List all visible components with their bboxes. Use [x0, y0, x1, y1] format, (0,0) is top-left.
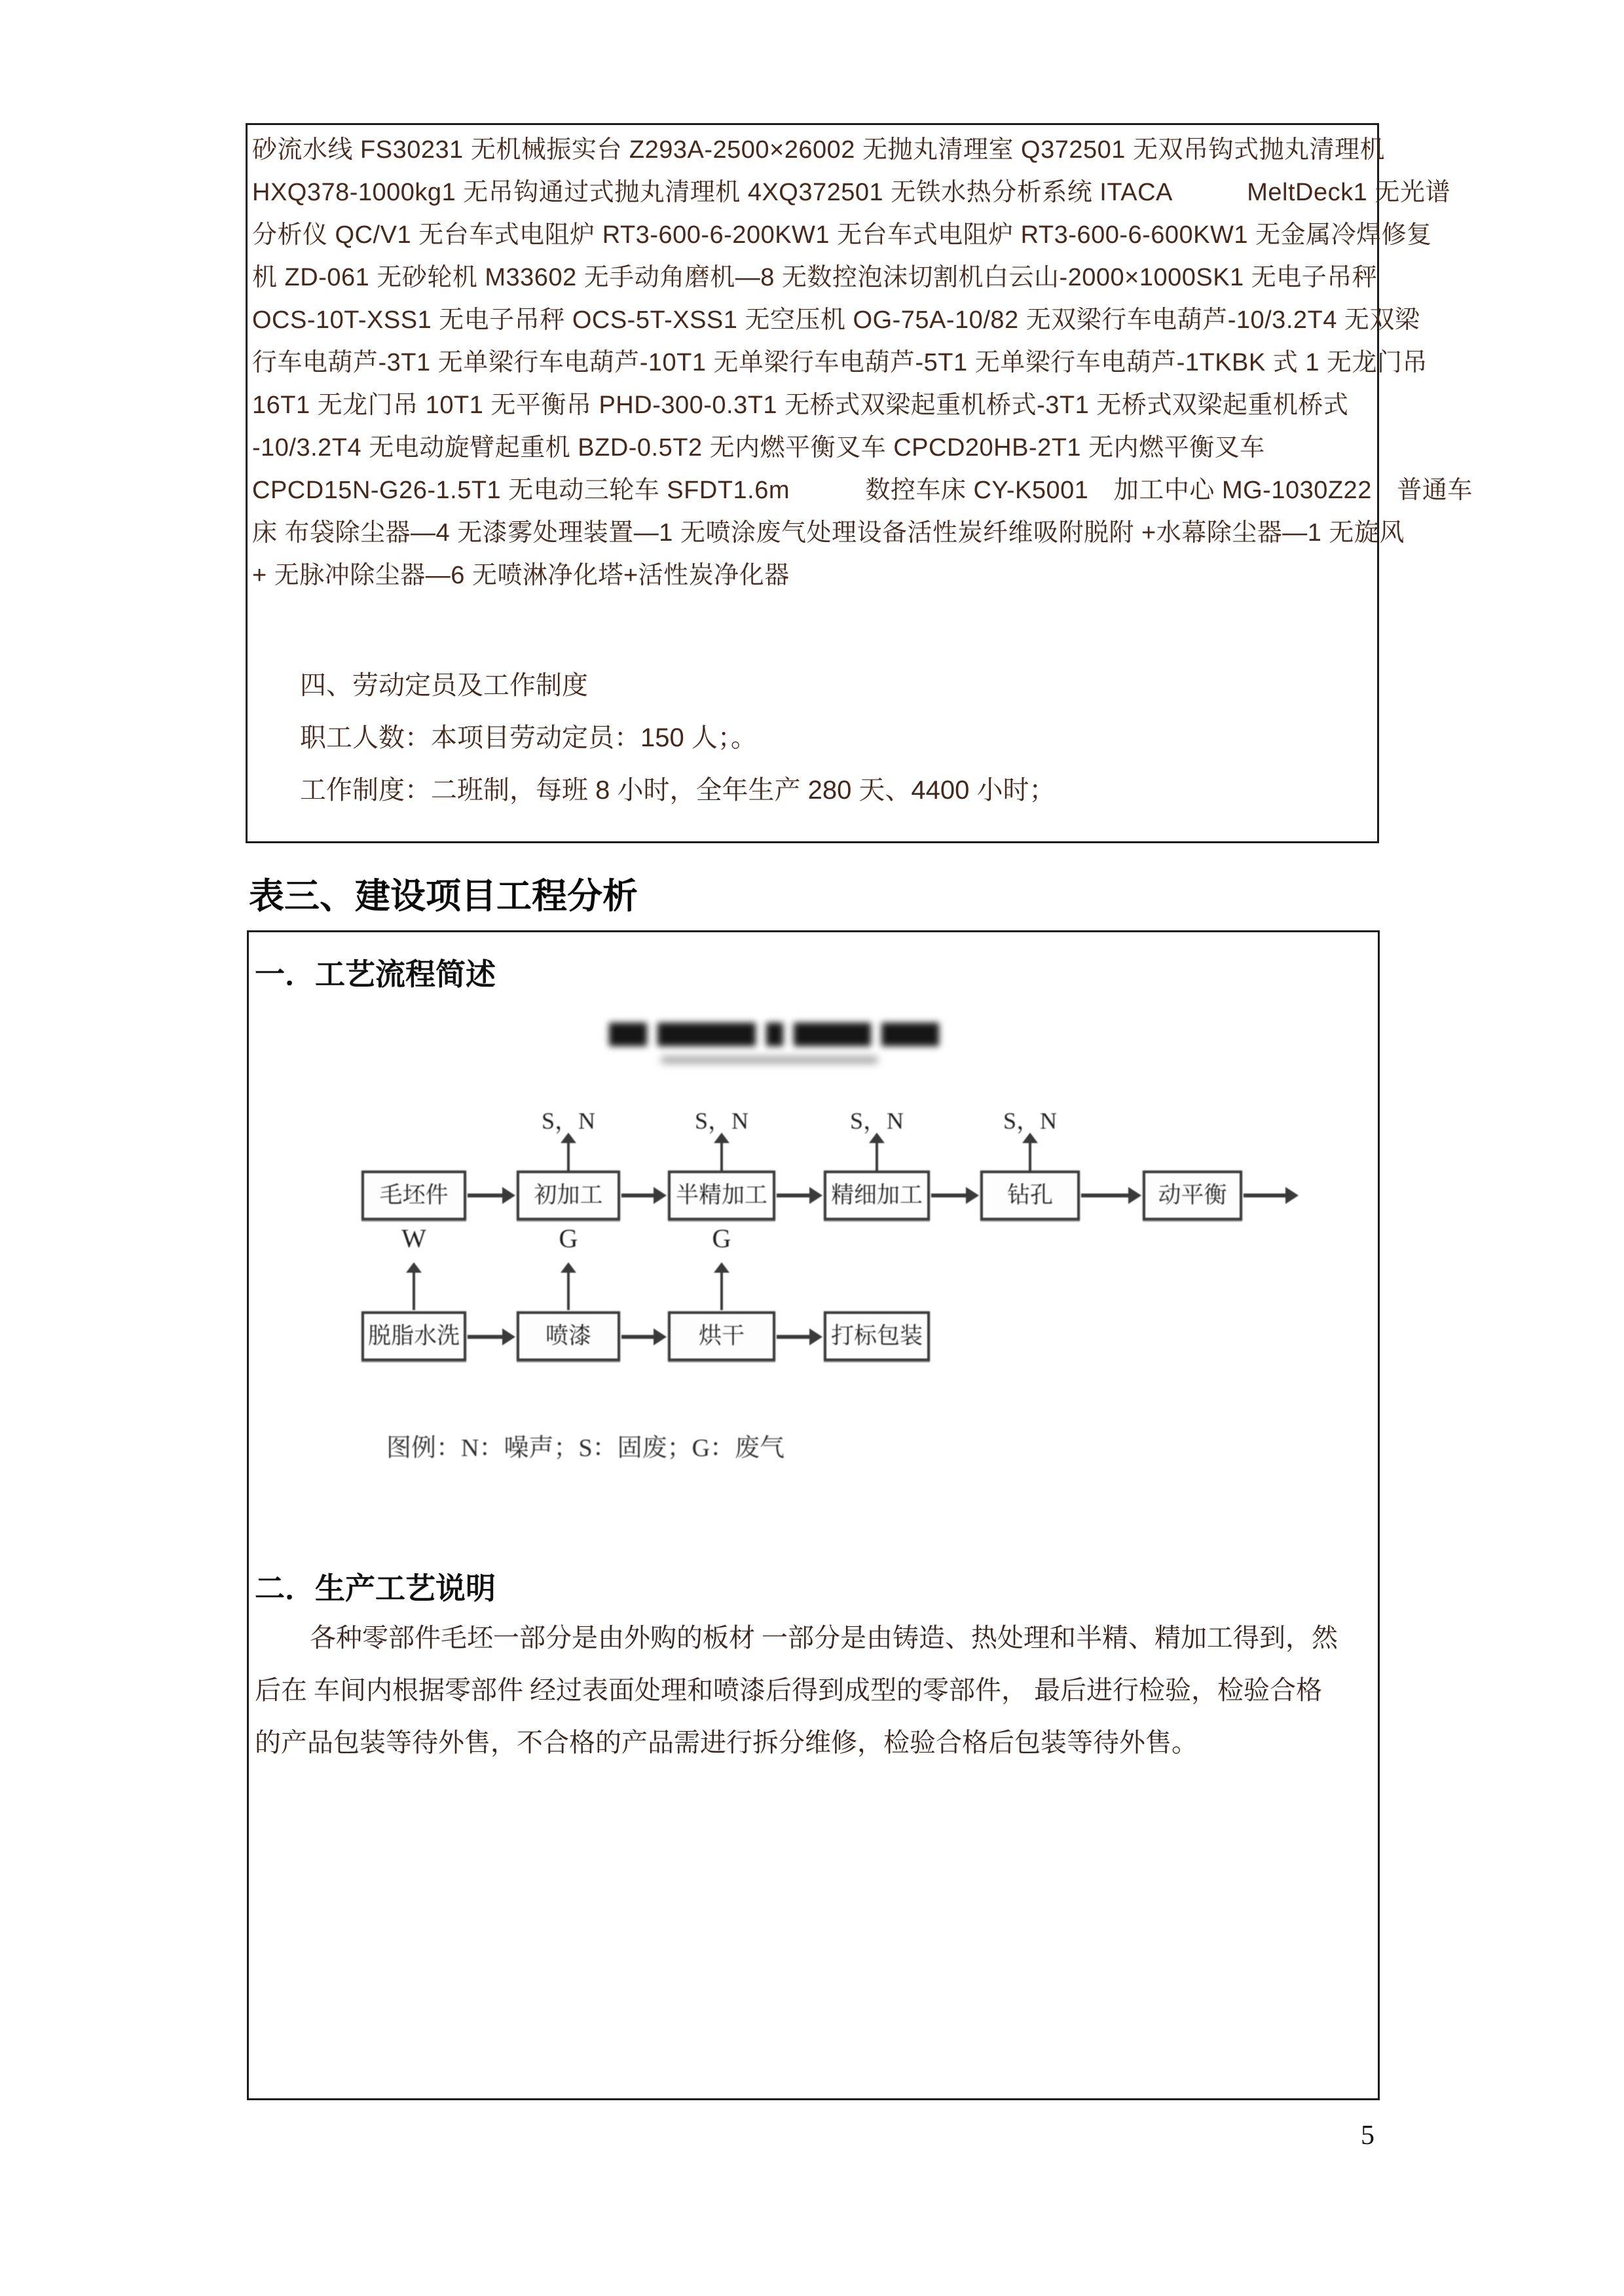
process-step-box: 烘干	[668, 1311, 775, 1361]
process-step-box: 半精加工	[668, 1171, 775, 1220]
process-analysis-box-border	[247, 930, 1380, 2100]
equipment-line: CPCD15N-G26-1.5T1 无电动三轮车 SFDT1.6m 数控车床 CY-K5001 加工中心 MG-1030Z22 普通车	[252, 477, 1473, 504]
equipment-line: + 无脉冲除尘器—6 无喷淋净化塔+活性炭净化器	[252, 562, 790, 589]
process-step-box: 动平衡	[1143, 1171, 1242, 1220]
emission-label-sn: S，N	[849, 1108, 904, 1134]
process-step-box: 喷漆	[517, 1311, 620, 1361]
process-step-box: 脱脂水洗	[361, 1311, 466, 1361]
emission-label-sn: S，N	[694, 1108, 749, 1134]
equipment-line: OCS-10T-XSS1 无电子吊秤 OCS-5T-XSS1 无空压机 OG-75A-10/82 无双梁行车电葫芦-10/3.2T4 无双梁	[252, 306, 1420, 334]
section1-heading: 一．工艺流程简述	[255, 957, 496, 991]
process-step-box: 打标包装	[824, 1311, 930, 1361]
process-description-line: 各种零部件毛坯一部分是由外购的板材 一部分是由铸造、热处理和半精、精加工得到，然	[310, 1623, 1338, 1652]
equipment-line: 床 布袋除尘器—4 无漆雾处理装置—1 无喷涂废气处理设备活性炭纤维吸附脱附 +水幕除尘器—1 无旋风	[252, 519, 1405, 547]
equipment-line: 行车电葫芦-3T1 无单梁行车电葫芦-10T1 无单梁行车电葫芦-5T1 无单梁行车电葫芦-1TKBK 式 1 无龙门吊	[252, 349, 1428, 376]
table3-heading: 表三、建设项目工程分析	[249, 877, 638, 916]
staff-count-line: 职工人数：本项目劳动定员：150 人；。	[300, 723, 757, 752]
equipment-line: 16T1 无龙门吊 10T1 无平衡吊 PHD-300-0.3T1 无桥式双梁起重机桥式-3T1 无桥式双梁起重机桥式	[252, 392, 1349, 419]
equipment-line: 机 ZD-061 无砂轮机 M33602 无手动角磨机—8 无数控泡沫切割机白云山-2000×1000SK1 无电子吊秤	[252, 264, 1378, 291]
process-description-line: 后在 车间内根据零部件 经过表面处理和喷漆后得到成型的零部件， 最后进行检验，检验合格	[255, 1675, 1322, 1705]
emission-label-w: W	[401, 1224, 426, 1253]
process-step-box: 毛坯件	[361, 1171, 466, 1220]
section4-heading: 四、劳动定员及工作制度	[300, 671, 588, 700]
process-step-box: 精细加工	[824, 1171, 930, 1220]
equipment-line: -10/3.2T4 无电动旋臂起重机 BZD-0.5T2 无内燃平衡叉车 CPCD20HB-2T1 无内燃平衡叉车	[252, 434, 1265, 462]
process-description-line: 的产品包装等待外售，不合格的产品需进行拆分维修，检验合格后包装等待外售。	[255, 1728, 1198, 1757]
equipment-line: 分析仪 QC/V1 无台车式电阻炉 RT3-600-6-200KW1 无台车式电阻炉 RT3-600-6-600KW1 无金属冷焊修复	[252, 221, 1432, 249]
emission-label-sn: S，N	[541, 1108, 596, 1134]
section2-heading: 二．生产工艺说明	[255, 1571, 496, 1605]
work-schedule-line: 工作制度：二班制，每班 8 小时，全年生产 280 天、4400 小时；	[300, 776, 1056, 805]
process-step-box: 钻孔	[980, 1171, 1080, 1220]
emission-label-g: G	[559, 1224, 578, 1253]
equipment-line: 砂流水线 FS30231 无机械振实台 Z293A-2500×26002 无抛丸清理室 Q372501 无双吊钩式抛丸清理机	[252, 136, 1385, 164]
process-step-box: 初加工	[517, 1171, 620, 1220]
equipment-line: HXQ378-1000kg1 无吊钩通过式抛丸清理机 4XQ372501 无铁水热分析系统 ITACA MeltDeck1 无光谱	[252, 179, 1450, 206]
emission-label-g: G	[712, 1224, 731, 1253]
page-number: 5	[1361, 2121, 1375, 2151]
flowchart-legend: 图例：N：噪声；S：固废；G：废气	[386, 1434, 785, 1462]
emission-label-sn: S，N	[1003, 1108, 1058, 1134]
